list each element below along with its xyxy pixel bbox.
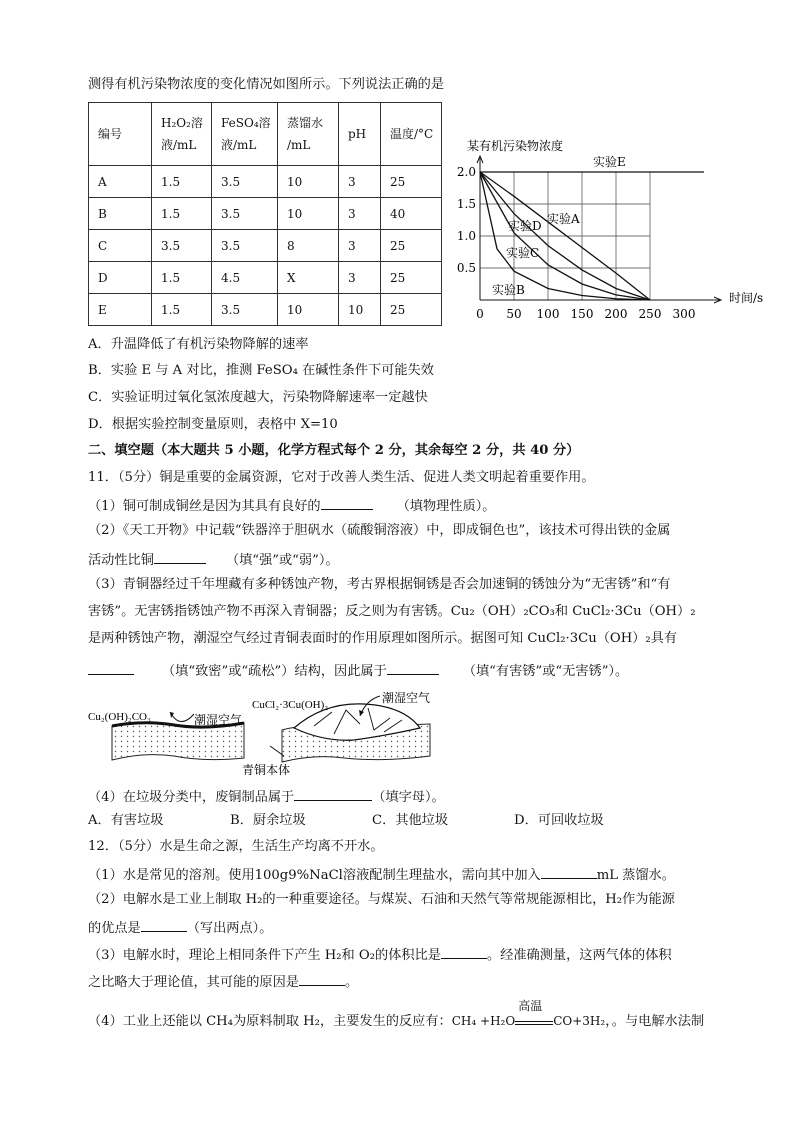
section-title: 二、填空题（本大题共 5 小题，化学方程式每个 2 分，其余每空 2 分，共 40 分） <box>88 443 580 458</box>
table-cell: D <box>89 262 152 294</box>
q11-options <box>88 812 708 830</box>
option-b: B．实验 E 与 A 对比，推测 FeSO₄ 在碱性条件下可能失效 <box>88 363 434 378</box>
answer-blank[interactable] <box>154 549 206 564</box>
q11-part3-line3: 是两种锈蚀产物，潮湿空气经过青铜表面时的作用原理如图所示。据图可知 CuCl₂·3Cu（OH）₂具有 <box>88 631 678 646</box>
table-cell: 3.5 <box>152 230 212 262</box>
q12-part4: （4）工业上还能以 CH₄为原料制取 H₂，主要发生的反应有：CH₄ +H₂O 高温 CO+3H₂，。与电解水法制 <box>88 999 705 1029</box>
table-cell: 1.5 <box>152 262 212 294</box>
bronze-slab-left <box>112 723 244 760</box>
q11-option-a: A．有害垃圾 <box>88 813 164 828</box>
table-cell: 10 <box>278 198 339 230</box>
series-label-e: 实验E <box>593 155 626 169</box>
table-cell: 3 <box>339 262 381 294</box>
x-tick-label: 300 <box>672 307 696 321</box>
table-cell: 25 <box>381 262 442 294</box>
header-cell-water: 蒸馏水 /mL <box>278 103 339 166</box>
table-cell: 25 <box>381 230 442 262</box>
q11-stem: 11．（5分）铜是重要的金属资源，它对于改善人类生活、促进人类文明起着重要作用。 <box>88 470 595 485</box>
concentration-chart <box>455 130 775 325</box>
table-header-row <box>89 103 442 166</box>
label-bronze-body: 青铜本体 <box>242 763 291 777</box>
q11-part3-line1: （3）青铜器经过千年埋藏有多种锈蚀产物，考古界根据铜锈是否会加速铜的锈蚀分为“无害锈”和“有 <box>88 577 671 592</box>
equation-condition: 高温 <box>515 1014 553 1025</box>
option-d: D．根据实验控制变量原则，表格中 X=10 <box>88 417 338 432</box>
table-row <box>89 166 442 198</box>
header-cell-feso4: FeSO₄溶 液/mL <box>212 103 278 166</box>
table-cell: 3.5 <box>212 230 278 262</box>
answer-blank[interactable] <box>441 944 487 959</box>
header-cell-h2o2: H₂O₂溶 液/mL <box>152 103 212 166</box>
q11-part1: （1）铜可制成铜丝是因为其具有良好的 （填物理性质）。 <box>88 495 495 516</box>
series-label-c: 实验C <box>506 246 540 260</box>
table-cell: 3.5 <box>212 166 278 198</box>
table-cell: 3.5 <box>212 294 278 326</box>
q12-part3-line1: （3）电解水时，理论上相同条件下产生 H₂和 O₂的体积比是 。经准确测量，这两气体的体积 <box>88 944 672 965</box>
table-cell: B <box>89 198 152 230</box>
table-row <box>89 198 442 230</box>
label-cucl2: CuCl₂·3Cu(OH)₂ <box>252 699 329 711</box>
experiment-table <box>88 102 442 326</box>
y-tick-label: 1.5 <box>456 197 476 211</box>
q11-option-c: C．其他垃圾 <box>372 813 449 828</box>
table-cell: 10 <box>278 294 339 326</box>
label-moist-air-left: 潮湿空气 <box>194 713 243 727</box>
table-cell: X <box>278 262 339 294</box>
series-label-d: 实验D <box>508 219 542 233</box>
table-cell: 8 <box>278 230 339 262</box>
x-tick-label: 200 <box>604 307 628 321</box>
q11-part2-line2: 活动性比铜 （填“强”或“弱”）。 <box>88 549 339 570</box>
q11-part3-line4: （填“致密”或“疏松”）结构，因此属于 （填“有害锈”或“无害锈”）。 <box>88 660 628 681</box>
table-cell: E <box>89 294 152 326</box>
table-cell: 1.5 <box>152 294 212 326</box>
table-cell: 3 <box>339 166 381 198</box>
equation-right: CO+3H₂ <box>553 1014 606 1028</box>
x-tick-label: 100 <box>536 307 560 321</box>
y-tick-label: 1.0 <box>456 229 476 243</box>
table-cell: 3 <box>339 198 381 230</box>
y-tick-label: 0.5 <box>456 261 476 275</box>
table-cell: 3.5 <box>212 198 278 230</box>
chart-x-label: 时间/s <box>729 291 764 305</box>
x-tick-label: 250 <box>638 307 662 321</box>
table-cell: 25 <box>381 166 442 198</box>
x-tick-label: 0 <box>476 307 484 321</box>
table-cell: 1.5 <box>152 166 212 198</box>
q12-part1: （1）水是常见的溶剂。使用100g9%NaCl溶液配制生理盐水，需向其中加入 mL 蒸馏水。 <box>88 864 675 885</box>
option-c: C．实验证明过氧化氢浓度越大，污染物降解速率一定越快 <box>88 390 428 405</box>
equation-left: CH₄ +H₂O <box>451 1014 516 1028</box>
answer-blank[interactable] <box>88 660 134 675</box>
table-cell: 4.5 <box>212 262 278 294</box>
table-cell: 1.5 <box>152 198 212 230</box>
q12-part3-line2: 之比略大于理论值，其可能的原因是 。 <box>88 971 358 992</box>
option-a: A．升温降低了有机污染物降解的速率 <box>88 337 309 352</box>
table-cell: A <box>89 166 152 198</box>
answer-blank[interactable] <box>299 971 345 986</box>
patina-diagram <box>84 690 464 778</box>
answer-blank[interactable] <box>321 495 373 510</box>
table-cell: C <box>89 230 152 262</box>
y-tick-label: 2.0 <box>456 165 476 179</box>
header-cell-id: 编号 <box>89 103 152 166</box>
table-cell: 3 <box>339 230 381 262</box>
table-row <box>89 262 442 294</box>
question-intro: 测得有机污染物浓度的变化情况如图所示。下列说法正确的是 <box>88 77 445 92</box>
q12-part2-line2: 的优点是 （写出两点）。 <box>88 917 272 938</box>
header-cell-temp: 温度/°C <box>381 103 442 166</box>
q11-part3-line2: 害锈”。无害锈指锈蚀产物不再深入青铜器；反之则为有害锈。Cu₂（OH）₂CO₃和 CuCl₂·3Cu（OH）₂ <box>88 604 696 619</box>
table-cell: 10 <box>339 294 381 326</box>
series-label-b: 实验B <box>492 283 525 297</box>
answer-blank[interactable] <box>387 660 439 675</box>
chart-y-label: 某有机污染物浓度 <box>467 139 564 153</box>
q11-part4: （4）在垃圾分类中，废铜制品属于 （填字母）。 <box>88 786 445 807</box>
answer-blank[interactable] <box>541 864 597 879</box>
table-cell: 10 <box>278 166 339 198</box>
q12-part2-line1: （2）电解水是工业上制取 H₂的一种重要途径。与煤炭、石油和天然气等常规能源相比，H₂作为能源 <box>88 892 675 907</box>
q11-option-d: D．可回收垃圾 <box>514 813 604 828</box>
answer-blank[interactable] <box>294 786 372 801</box>
table-row <box>89 230 442 262</box>
x-tick-label: 150 <box>570 307 594 321</box>
table-cell: 40 <box>381 198 442 230</box>
series-label-a: 实验A <box>547 212 580 226</box>
chart-grid <box>480 172 650 300</box>
answer-blank[interactable] <box>141 917 187 932</box>
q12-stem: 12．（5分）水是生命之源，生活生产均离不开水。 <box>88 839 384 854</box>
label-moist-air-right: 潮湿空气 <box>382 691 431 705</box>
q11-part2-line1: （2）《天工开物》中记载“铁器淬于胆矾水（硫酸铜溶液）中，即成铜色也”，该技术可得出铁的金属 <box>88 523 671 538</box>
label-cu2oh2co3: Cu₂(OH)₂CO₃ <box>88 711 151 723</box>
table-cell: 25 <box>381 294 442 326</box>
table-row <box>89 294 442 326</box>
q11-option-b: B．厨余垃圾 <box>230 813 306 828</box>
header-cell-ph: pH <box>339 103 381 166</box>
x-tick-label: 50 <box>506 307 522 321</box>
